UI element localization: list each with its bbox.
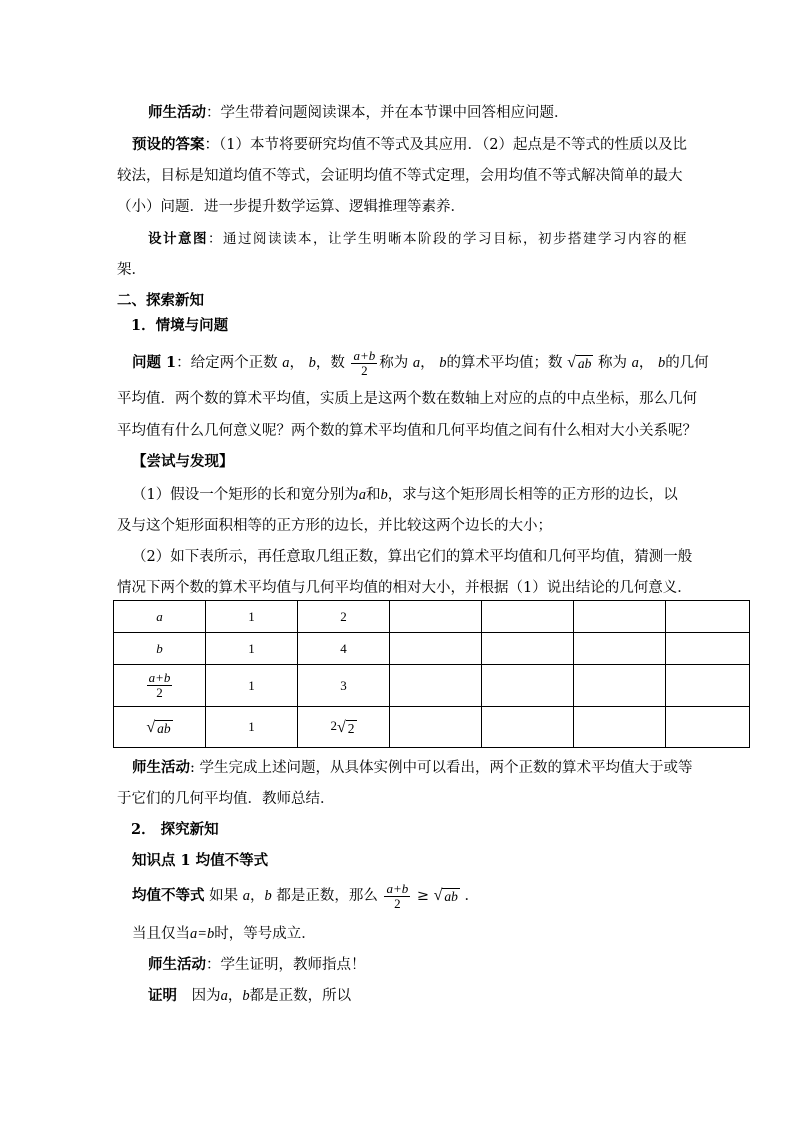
preset-answer-line-3: （小）问题．进一步提升数学运算、逻辑推理等素养． bbox=[117, 199, 465, 215]
table-cell bbox=[298, 707, 390, 748]
numerator: a+b bbox=[386, 880, 409, 896]
text: （1）假设一个矩形的长和宽分别为 bbox=[132, 487, 359, 503]
table-cell bbox=[666, 707, 750, 748]
radicand: 2 bbox=[347, 720, 355, 736]
text: ：学生带着问题阅读课本，并在本节课中回答相应问题． bbox=[206, 105, 569, 121]
text: ：通过阅读读本，让学生明晰本阶段的学习目标，初步搭建学习内容的框 bbox=[208, 231, 688, 247]
ge-sign: ≥ bbox=[416, 888, 429, 904]
comma: ， bbox=[289, 355, 304, 371]
text: ，求与这个矩形周长相等的正方形的边长，以 bbox=[387, 487, 678, 503]
table-cell bbox=[666, 601, 750, 633]
table-cell: 1 bbox=[206, 665, 298, 707]
table-cell: 4 bbox=[298, 633, 390, 665]
teacher-student-activity-1 bbox=[148, 103, 569, 123]
question-1-line-3: 平均值有什么几何意义呢？两个数的算术平均值和几何平均值之间有什么相对大小关系呢？ bbox=[117, 423, 697, 439]
radicand: ab bbox=[577, 356, 592, 371]
try-p2-line-2: 情况下两个数的算术平均值与几何平均值的相对大小，并根据（1）说出结论的几何意义． bbox=[117, 580, 692, 596]
label: 师生活动 bbox=[148, 956, 206, 973]
preset-answer-line-1 bbox=[132, 135, 687, 155]
text: ，数 bbox=[315, 355, 345, 371]
comma: ， bbox=[638, 355, 654, 371]
label: 预设的答案 bbox=[132, 136, 205, 153]
var-a: a bbox=[358, 487, 366, 503]
row-label: a bbox=[156, 608, 163, 624]
table-cell bbox=[482, 665, 574, 707]
radicand: ab bbox=[444, 889, 458, 904]
table-cell bbox=[390, 633, 482, 665]
teacher-student-activity-2-line-1 bbox=[132, 758, 693, 778]
table-cell bbox=[574, 707, 666, 748]
table-cell bbox=[574, 633, 666, 665]
table-cell bbox=[482, 633, 574, 665]
theorem-condition bbox=[132, 924, 316, 944]
table-cell bbox=[482, 601, 574, 633]
text: 和 bbox=[365, 487, 381, 503]
label: 均值不等式 bbox=[132, 887, 205, 904]
var-b: b bbox=[657, 355, 666, 371]
var-a: a bbox=[220, 988, 228, 1004]
try-p2-line-1: （2）如下表所示，再任意取几组正数，算出它们的算术平均值和几何平均值，猜测一般 bbox=[132, 549, 693, 565]
table-cell: 1 bbox=[206, 707, 298, 748]
table-cell bbox=[574, 601, 666, 633]
var-a: a bbox=[412, 355, 421, 371]
text: ：学生证明，教师指点！ bbox=[206, 957, 366, 973]
text: ：给定两个正数 bbox=[176, 355, 278, 371]
equality: a=b bbox=[190, 926, 215, 942]
table-cell bbox=[666, 633, 750, 665]
teacher-student-activity-3 bbox=[148, 955, 366, 975]
text: 称为 bbox=[597, 355, 627, 371]
table-cell bbox=[574, 665, 666, 707]
design-intent-line-2: 架． bbox=[117, 262, 146, 278]
subsection-title: 1．情境与问题 bbox=[131, 317, 229, 334]
text: 的算术平均值；数 bbox=[446, 355, 563, 371]
table-cell bbox=[114, 601, 206, 633]
table-row bbox=[114, 665, 750, 707]
try-p1-line-2: 及与这个矩形面积相等的正方形的边长，并比较这两个边长的大小； bbox=[117, 518, 552, 534]
teacher-student-activity-2-line-2: 于它们的几何平均值．教师总结． bbox=[117, 791, 335, 807]
table-cell bbox=[390, 601, 482, 633]
table-cell: 3 bbox=[298, 665, 390, 707]
proof-line bbox=[148, 986, 351, 1006]
question-1-line-1 bbox=[132, 346, 709, 380]
comma: ， bbox=[420, 355, 435, 371]
text: 都是正数，所以 bbox=[249, 988, 352, 1004]
table-cell: 1 bbox=[206, 601, 298, 633]
arithmetic-mean-fraction bbox=[351, 349, 377, 378]
subsection-title-2: 2． 探究新知 bbox=[131, 821, 219, 838]
mean-values-table bbox=[113, 600, 750, 748]
label: 设计意图 bbox=[148, 231, 208, 247]
var-b: b bbox=[264, 888, 272, 904]
table-row bbox=[114, 601, 750, 633]
knowledge-point-title: 知识点 1 均值不等式 bbox=[132, 852, 269, 869]
row-label: b bbox=[156, 640, 163, 656]
table-cell bbox=[114, 707, 206, 748]
text: ：（1）本节将要研究均值不等式及其应用．（2）起点是不等式的性质以及比 bbox=[204, 137, 687, 153]
theorem-statement bbox=[132, 878, 479, 914]
label: 问题 1 bbox=[132, 354, 177, 371]
try-discover-heading: 【尝试与发现】 bbox=[132, 453, 234, 470]
label: 证明 bbox=[148, 987, 177, 1004]
table-row bbox=[114, 707, 750, 748]
radicand: ab bbox=[157, 720, 171, 736]
sqrt-2: √ 2 bbox=[336, 718, 355, 736]
comma: ， bbox=[227, 988, 243, 1004]
design-intent-line-1 bbox=[148, 229, 688, 249]
var-a: a bbox=[242, 888, 250, 904]
denominator: 2 bbox=[361, 362, 368, 378]
text: 当且仅当 bbox=[132, 926, 190, 942]
var-b: b bbox=[439, 355, 447, 371]
label: 师生活动 bbox=[148, 104, 206, 121]
table-cell bbox=[114, 633, 206, 665]
var-b: b bbox=[380, 487, 388, 503]
label: 师生活动 bbox=[132, 759, 190, 776]
section-title: 二、探索新知 bbox=[117, 292, 204, 309]
table-cell bbox=[390, 707, 482, 748]
text: 如果 bbox=[209, 888, 239, 904]
text: 称为 bbox=[379, 355, 409, 371]
text: 时，等号成立． bbox=[214, 926, 316, 942]
coefficient: 2 bbox=[330, 718, 337, 734]
sqrt-ab: √ ab bbox=[433, 887, 458, 904]
sqrt-ab: √ ab bbox=[567, 354, 592, 371]
text: 的几何 bbox=[665, 355, 709, 371]
arithmetic-mean-fraction bbox=[147, 671, 173, 700]
var-b: b bbox=[308, 355, 316, 371]
table-cell: 1 bbox=[206, 633, 298, 665]
table-cell bbox=[482, 707, 574, 748]
table-cell bbox=[114, 665, 206, 707]
question-1-line-2: 平均值．两个数的算术平均值，实质上是这两个数在数轴上对应的点的中点坐标，那么几何 bbox=[117, 391, 697, 407]
var-a: a bbox=[631, 355, 639, 371]
sqrt-ab: √ ab bbox=[146, 718, 171, 736]
period: ． bbox=[464, 888, 479, 904]
text: 因为 bbox=[191, 988, 221, 1004]
table-cell: 2 bbox=[298, 601, 390, 633]
denominator: 2 bbox=[156, 685, 163, 700]
numerator: a+b bbox=[353, 347, 376, 363]
table-cell bbox=[390, 665, 482, 707]
var-a: a bbox=[282, 355, 290, 371]
comma: ， bbox=[249, 888, 265, 904]
var-b: b bbox=[242, 988, 250, 1004]
denominator: 2 bbox=[394, 895, 401, 911]
numerator: a+b bbox=[148, 670, 171, 685]
table-row bbox=[114, 633, 750, 665]
text: : 学生完成上述问题，从具体实例中可以看出，两个正数的算术平均值大于或等 bbox=[190, 760, 693, 776]
try-p1-line-1 bbox=[132, 485, 678, 505]
text: 都是正数，那么 bbox=[276, 888, 378, 904]
table-cell bbox=[666, 665, 750, 707]
preset-answer-line-2: 较法，目标是知道均值不等式，会证明均值不等式定理，会用均值不等式解决简单的最大 bbox=[117, 168, 683, 184]
arithmetic-mean-fraction bbox=[384, 882, 410, 911]
